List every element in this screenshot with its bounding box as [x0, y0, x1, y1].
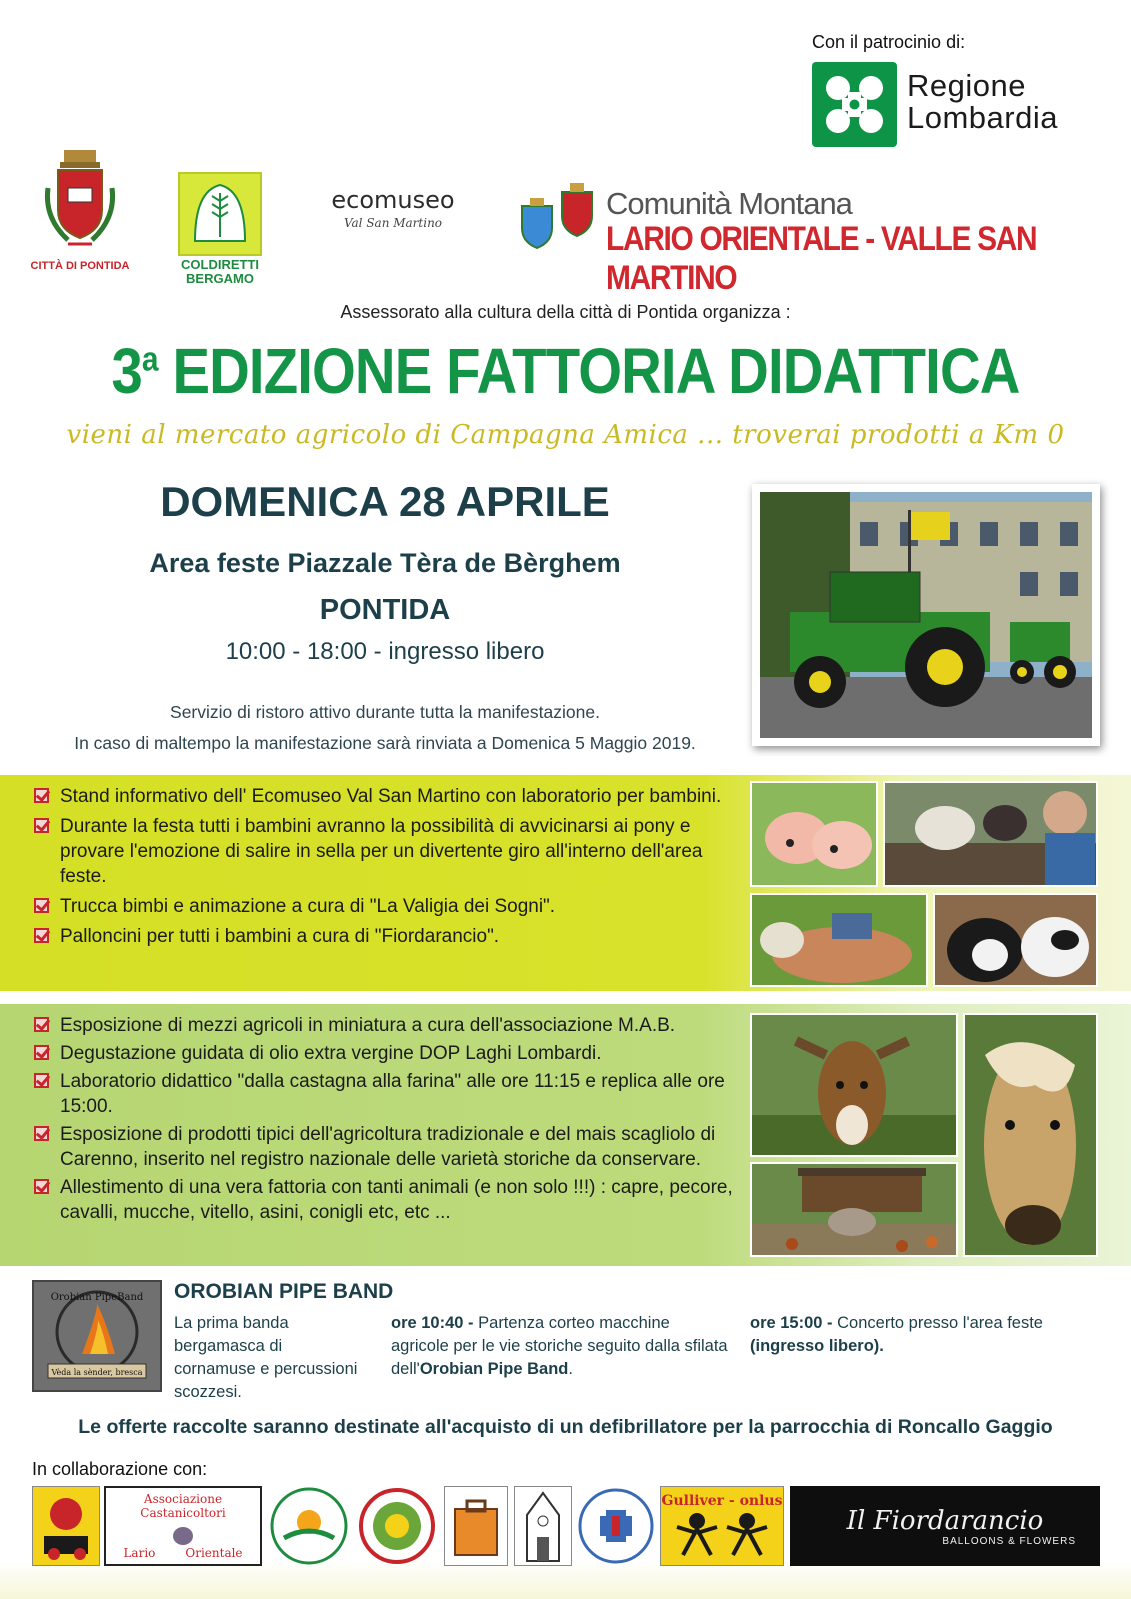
coldiretti-caption	[181, 258, 259, 286]
regione-lombardia-logo-icon	[812, 62, 897, 147]
pigs-photo	[750, 781, 878, 887]
gulliver-onlus-logo	[660, 1486, 784, 1566]
title-number: 3	[111, 335, 142, 407]
chestnut-icon	[168, 1520, 198, 1546]
castanicoltori-line3: Orientale	[185, 1546, 243, 1560]
goats-photo	[883, 781, 1098, 887]
schedule-band-name: Orobian Pipe Band	[419, 1360, 569, 1378]
main-title	[68, 334, 1063, 408]
coldiretti-emblem	[178, 172, 262, 256]
schedule-free-entry: (ingresso libero).	[750, 1337, 884, 1355]
list-item-text: Esposizione di prodotti tipici dell'agricoltura tradizionale e del mais scagliolo di Carenno, inserito nel registro nazionale delle varietà storiche da conservare.	[60, 1124, 716, 1170]
list-item-text: Degustazione guidata di olio extra vergine DOP Laghi Lombardi.	[60, 1043, 602, 1064]
event-date: DOMENICA 28 APRILE	[160, 478, 610, 525]
checkbox-icon	[34, 1126, 49, 1141]
list-item	[34, 814, 734, 889]
pipe-band-description: La prima banda bergamasca di cornamuse e percussioni scozzesi.	[174, 1314, 358, 1401]
fiordarancio-name: Il Fiordarancio	[846, 1505, 1044, 1536]
event-hours: 10:00 - 18:00 - ingresso libero	[225, 638, 545, 665]
pipe-band-schedule-2	[750, 1312, 1100, 1358]
activities-list-1	[34, 784, 734, 954]
list-item-text: Trucca bimbi e animazione a cura di "La Valigia dei Sogni".	[60, 896, 556, 917]
list-item	[34, 1069, 734, 1119]
weather-note: In caso di maltempo la manifestazione sarà rinviata a Domenica 5 Maggio 2019.	[74, 733, 696, 753]
schedule-time-1: ore 10:40 -	[391, 1314, 474, 1332]
horse-photo	[963, 1013, 1098, 1257]
castanicoltori-line1: Associazione Castanicoltori	[140, 1492, 226, 1520]
castanicoltori-logo	[104, 1486, 262, 1566]
coldiretti-line2: BERGAMO	[186, 271, 254, 286]
wheat-icon	[185, 179, 255, 249]
checkbox-icon	[34, 788, 49, 803]
calf-children-photo	[750, 893, 928, 987]
list-item-text: Allestimento di una vera fattoria con tanti animali (e non solo !!!) : capre, pecore, cavalli, mucche, vitello, asini, conigli etc, etc ...	[60, 1177, 733, 1223]
checkbox-icon	[34, 1017, 49, 1032]
collaboration-label: In collaborazione con:	[32, 1459, 208, 1479]
list-item	[34, 924, 734, 949]
checkbox-icon	[34, 1179, 49, 1194]
schedule-text-1: Partenza corteo macchine agricole per le vie storiche seguito dalla sfilata dell'	[391, 1314, 728, 1378]
tractor-photo	[752, 484, 1100, 746]
church-logo	[514, 1486, 572, 1566]
regione-name-line2: Lombardia	[907, 100, 1058, 135]
valigia-dei-sogni-logo	[444, 1486, 508, 1566]
orobian-pipe-band-logo	[32, 1280, 162, 1392]
sponsor-label: Con il patrocinio di:	[812, 32, 966, 52]
calves-photo	[933, 893, 1098, 987]
list-item	[34, 1175, 734, 1225]
coldiretti-bergamo-logo	[175, 172, 265, 286]
pipe-logo-bottom-text: Vèda la sènder, bresca	[51, 1368, 143, 1377]
list-item-text: Stand informativo dell' Ecomuseo Val San Martino con laboratorio per bambini.	[60, 786, 722, 807]
associazione-agricoltori-logo	[268, 1486, 350, 1566]
pontida-caption: CITTÀ DI PONTIDA	[30, 260, 130, 272]
checkbox-icon	[34, 1073, 49, 1088]
goat-photo	[750, 1013, 958, 1157]
activities-list-2	[34, 1013, 734, 1228]
list-item-text: Laboratorio didattico "dalla castagna alla farina" alle ore 11:15 e replica alle ore 15:00.	[60, 1071, 725, 1117]
organizer-line: Assessorato alla cultura della città di Pontida organizza :	[340, 302, 791, 322]
list-item	[34, 894, 734, 919]
regione-lombardia-name	[907, 70, 1058, 134]
regione-name-line1: Regione	[907, 68, 1026, 103]
mab-logo	[32, 1486, 100, 1566]
title-superscript: a	[141, 340, 158, 379]
list-item	[34, 1122, 734, 1172]
schedule-time-2: ore 15:00 -	[750, 1314, 833, 1332]
service-note: Servizio di ristoro attivo durante tutta la manifestazione.	[170, 702, 600, 722]
lario-orientale-title: LARIO ORIENTALE - VALLE SAN MARTINO	[606, 220, 1037, 297]
list-item-text: Palloncini per tutti i bambini a cura di "Fiordarancio".	[60, 926, 500, 947]
checkbox-icon	[34, 1045, 49, 1060]
citta-di-pontida-logo	[30, 148, 130, 272]
comunita-montana-crests-icon	[520, 180, 600, 250]
farm-animals-photo	[750, 1162, 958, 1257]
fiordarancio-logo	[790, 1486, 1100, 1566]
title-text: EDIZIONE FATTORIA DIDATTICA	[157, 335, 1020, 407]
pontida-crest-icon	[40, 148, 120, 258]
list-item	[34, 1013, 734, 1038]
pipe-band-schedule-1	[391, 1312, 731, 1381]
fiordarancio-subtitle: BALLOONS & FLOWERS	[942, 1535, 1076, 1547]
comunita-montana-title: Comunità Montana	[606, 186, 852, 221]
list-item-text: Durante la festa tutti i bambini avranno la possibilità di avvicinarsi ai pony e provare l'emozione di salire in sella per un divertente giro all'interno dell'area feste.	[60, 816, 703, 887]
list-item-text: Esposizione di mezzi agricoli in miniatura a cura dell'associazione M.A.B.	[60, 1015, 676, 1036]
ecomuseo-subtitle: Val San Martino	[343, 216, 443, 230]
donation-note: Le offerte raccolte saranno destinate all'acquisto di un defibrillatore per la parrocchia di Roncallo Gaggio	[78, 1416, 1053, 1438]
circle-emblem-logo	[356, 1486, 438, 1566]
event-city: PONTIDA	[319, 594, 451, 626]
castanicoltori-line2: Lario	[123, 1546, 156, 1560]
gulliver-name: Gulliver - onlus	[661, 1493, 783, 1509]
pipe-band-title: OROBIAN PIPE BAND	[174, 1280, 394, 1303]
ecomuseo-title: ecomuseo	[331, 186, 455, 214]
coldiretti-line1: COLDIRETTI	[181, 257, 259, 272]
checkbox-icon	[34, 928, 49, 943]
event-venue: Area feste Piazzale Tèra de Bèrghem	[149, 548, 621, 578]
schedule-text-2: Concerto presso l'area feste	[832, 1314, 1043, 1332]
tagline: vieni al mercato agricolo di Campagna Amica ... troverai prodotti a Km 0	[66, 420, 1065, 450]
checkbox-icon	[34, 898, 49, 913]
list-item	[34, 784, 734, 809]
list-item	[34, 1041, 734, 1066]
pipe-logo-top-text: Orobian PipeBand	[50, 1292, 144, 1303]
soccorso-cisanese-logo	[578, 1486, 654, 1566]
schedule-text-1-end: .	[568, 1360, 573, 1378]
ecomuseo-logo	[318, 186, 468, 230]
checkbox-icon	[34, 818, 49, 833]
castanicoltori-bottom	[123, 1546, 242, 1560]
